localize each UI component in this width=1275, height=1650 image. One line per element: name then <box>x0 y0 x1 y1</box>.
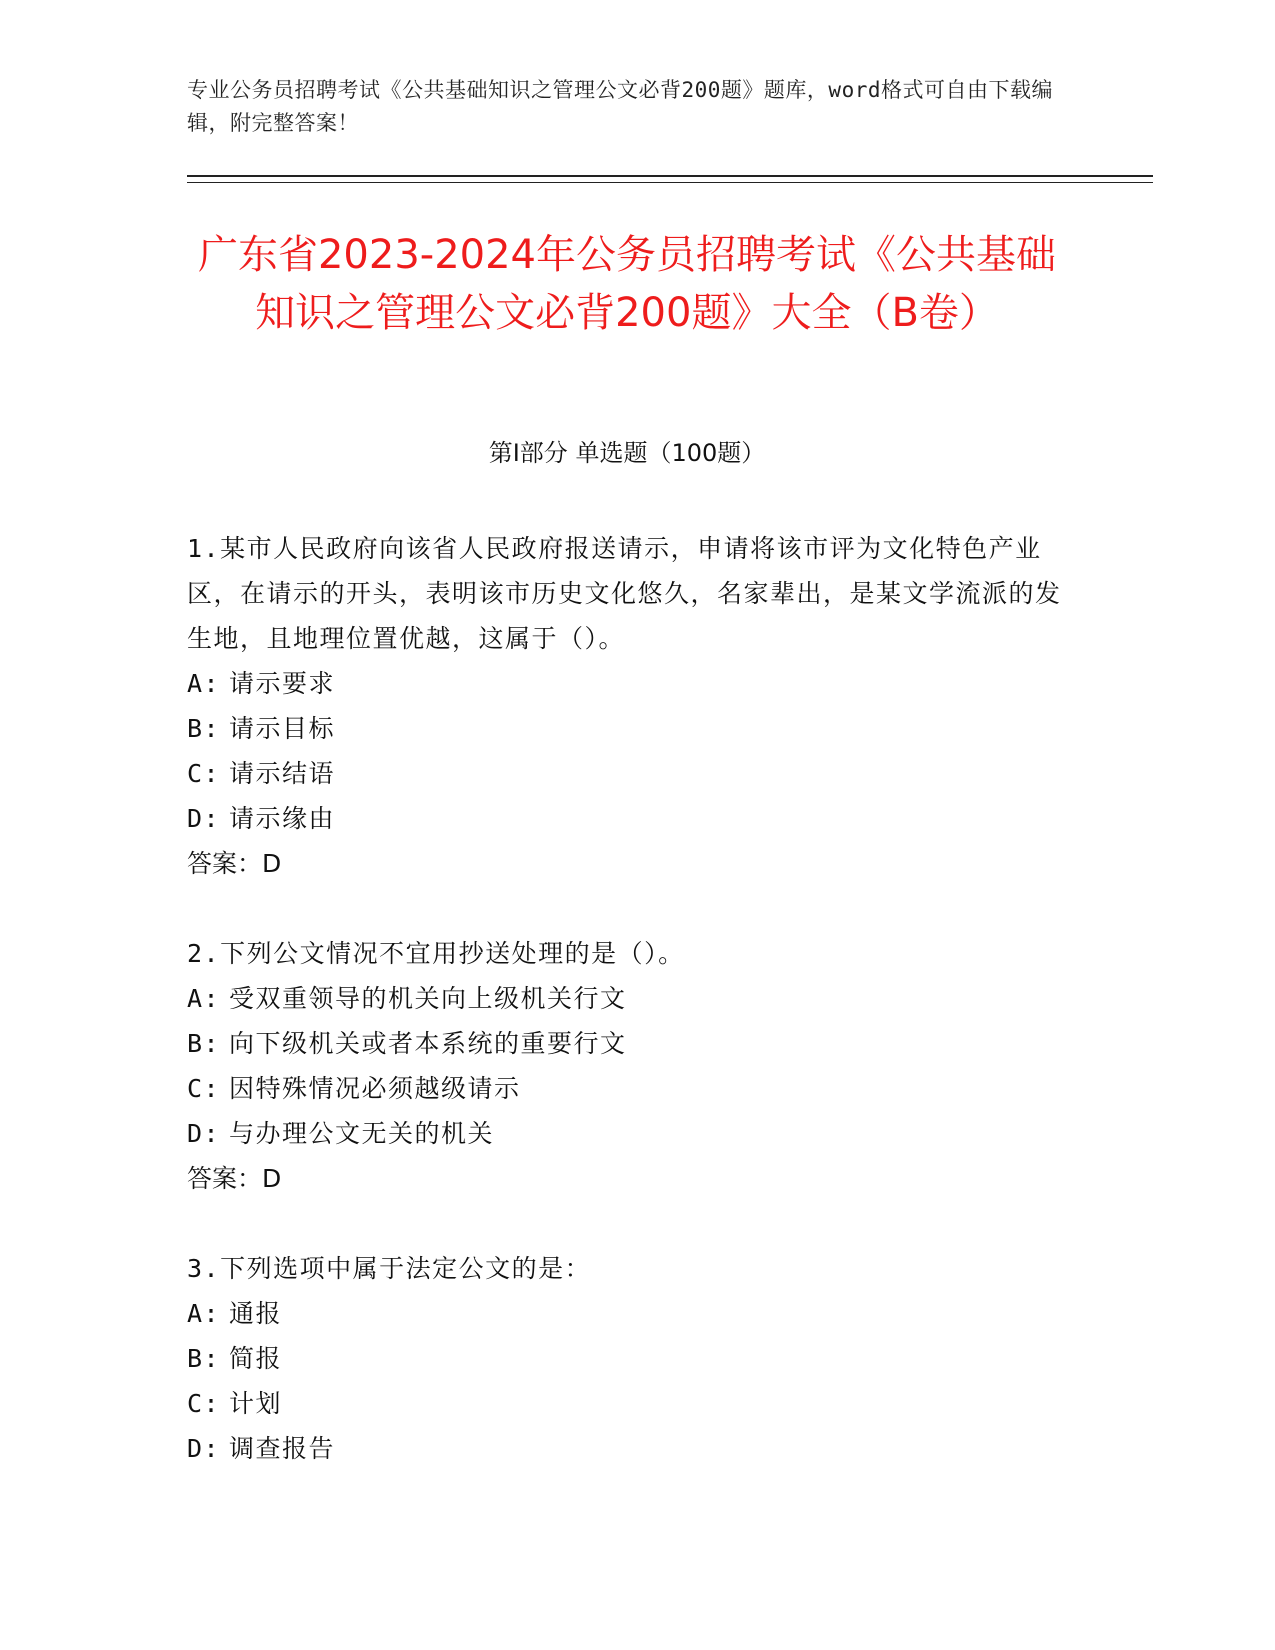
answer-line <box>187 1156 1067 1201</box>
option-letter: A: <box>187 669 221 698</box>
option-letter: D: <box>187 1119 221 1148</box>
option-letter: A: <box>187 1299 221 1328</box>
option-b <box>187 1021 1067 1066</box>
option-text: 受双重领导的机关向上级机关行文 <box>229 984 627 1013</box>
option-c <box>187 751 1067 796</box>
option-letter: C: <box>187 1389 221 1418</box>
option-text: 与办理公文无关的机关 <box>229 1119 495 1148</box>
question-3 <box>187 1246 1067 1471</box>
option-b <box>187 1336 1067 1381</box>
option-a <box>187 661 1067 706</box>
option-a <box>187 1291 1067 1336</box>
answer-label: 答案： <box>187 849 263 878</box>
option-text: 向下级机关或者本系统的重要行文 <box>229 1029 627 1058</box>
option-a <box>187 976 1067 1021</box>
answer-label: 答案： <box>187 1164 263 1193</box>
question-stem: 1.某市人民政府向该省人民政府报送请示，申请将该市评为文化特色产业区，在请示的开头，表明该市历史文化悠久，名家辈出，是某文学流派的发生地，且地理位置优越，这属于（）。 <box>187 534 1062 653</box>
option-text: 请示结语 <box>229 759 336 788</box>
option-letter: C: <box>187 759 221 788</box>
option-letter: D: <box>187 1434 221 1463</box>
option-text: 通报 <box>229 1299 283 1328</box>
header-divider-thick <box>187 175 1153 177</box>
option-letter: A: <box>187 984 221 1013</box>
option-b <box>187 706 1067 751</box>
section-title: 第I部分 单选题（100题） <box>488 439 766 467</box>
option-letter: D: <box>187 804 221 833</box>
option-text: 请示要求 <box>229 669 336 698</box>
option-text: 计划 <box>229 1389 283 1418</box>
option-letter: C: <box>187 1074 221 1103</box>
option-letter: B: <box>187 714 221 743</box>
option-letter: B: <box>187 1344 221 1373</box>
question-list <box>187 526 1067 1516</box>
option-text: 请示缘由 <box>229 804 336 833</box>
option-text: 因特殊情况必须越级请示 <box>229 1074 521 1103</box>
option-text: 调查报告 <box>229 1434 336 1463</box>
option-d <box>187 1426 1067 1471</box>
header-divider-thin <box>187 182 1153 183</box>
option-text: 请示目标 <box>229 714 336 743</box>
header-note: 专业公务员招聘考试《公共基础知识之管理公文必背200题》题库，word格式可自由下载编辑，附完整答案！ <box>187 78 1053 135</box>
option-text: 简报 <box>229 1344 283 1373</box>
question-1 <box>187 526 1067 886</box>
option-c <box>187 1381 1067 1426</box>
question-2 <box>187 931 1067 1201</box>
question-stem: 2.下列公文情况不宜用抄送处理的是（）。 <box>187 939 685 968</box>
option-d <box>187 1111 1067 1156</box>
option-d <box>187 796 1067 841</box>
document-title: 广东省2023-2024年公务员招聘考试《公共基础知识之管理公文必背200题》大全（B卷） <box>197 232 1057 336</box>
option-letter: B: <box>187 1029 221 1058</box>
answer-line <box>187 841 1067 886</box>
option-c <box>187 1066 1067 1111</box>
answer-value: D <box>262 849 282 878</box>
answer-value: D <box>262 1164 282 1193</box>
question-stem: 3.下列选项中属于法定公文的是： <box>187 1254 592 1283</box>
